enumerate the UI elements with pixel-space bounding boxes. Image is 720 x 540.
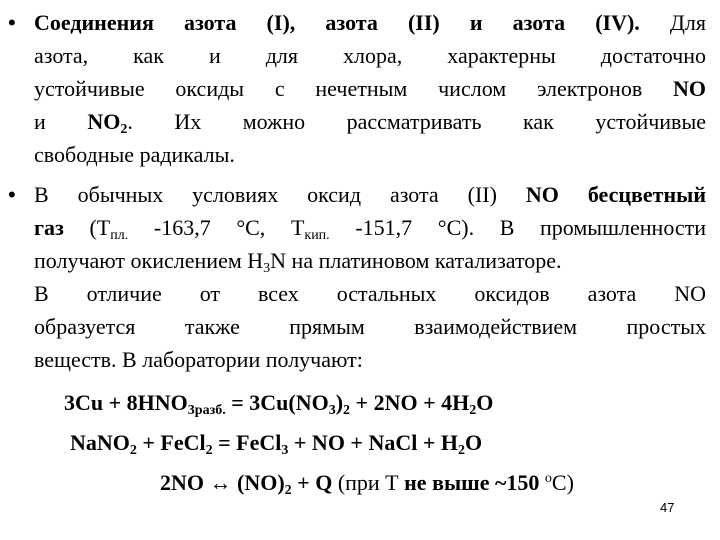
eq2-sub3: 3 bbox=[281, 443, 289, 458]
melting-point-sub: пл. bbox=[110, 228, 129, 243]
degree-sup: о bbox=[544, 471, 552, 486]
bullet1-line4-post: . Их можно рассматривать как устойчивые bbox=[127, 109, 706, 134]
eq3-c: (при Т bbox=[337, 470, 405, 495]
eq1-d: + 2NO + 4H bbox=[350, 390, 470, 415]
eq3-sub1: 2 bbox=[284, 483, 292, 498]
bullet2-line2-a: (Т bbox=[89, 215, 111, 240]
bullet1-title: Соединения азота (I), азота (II) и азота (IV). bbox=[34, 10, 640, 35]
equation-1 bbox=[64, 386, 704, 419]
equation-2 bbox=[70, 426, 710, 459]
bullet2-line4: В отличие от всех остальных оксидов азота NO bbox=[34, 281, 706, 306]
bullet1-line4 bbox=[34, 105, 706, 138]
eq1-sub2: 3 bbox=[328, 403, 336, 418]
bullet1-line1-rest: Для bbox=[669, 10, 707, 35]
eq2-sub4: 2 bbox=[458, 443, 465, 458]
eq1-sub4: 2 bbox=[469, 403, 477, 418]
eq1-sub3: 2 bbox=[343, 403, 351, 418]
eq2-d: + NO + NaCl + H bbox=[288, 430, 458, 455]
eq3-b: + Q bbox=[291, 470, 338, 495]
eq2-e: O bbox=[465, 430, 483, 455]
eq1-e: O bbox=[476, 390, 494, 415]
eq1-sub1: 3разб. bbox=[187, 403, 226, 418]
bullet2-line2-c: -151,7 °С). В промышленности bbox=[355, 215, 707, 240]
eq1-a: 3Cu + 8HNO bbox=[64, 390, 188, 415]
bullet2-line1-text: В обычных условиях оксид азота (II) bbox=[34, 182, 497, 207]
bullet1-line4-pre: и bbox=[34, 109, 46, 134]
bullet1-line5: свободные радикалы. bbox=[34, 142, 235, 167]
bullet2-line2-bold: газ bbox=[34, 215, 64, 240]
bullet2-line3 bbox=[34, 244, 706, 277]
bullet1-line2: азота, как и для хлора, характерны достаточно bbox=[34, 43, 706, 68]
eq1-b: = 3Cu(NO bbox=[225, 390, 329, 415]
eq2-c: = FeCl bbox=[212, 430, 282, 455]
bullet2-line5: образуется также прямым взаимодействием простых bbox=[34, 314, 706, 339]
bullet2-line2-b: -163,7 °С, Т bbox=[153, 215, 305, 240]
bullet2-line6: веществ. В лаборатории получают: bbox=[34, 347, 363, 372]
eq2-b: + FeCl bbox=[136, 430, 206, 455]
eq3-a: 2NO ↔ (NO) bbox=[160, 470, 285, 495]
bullet2-line2 bbox=[34, 211, 706, 244]
page-number: 47 bbox=[660, 500, 675, 515]
eq2-sub1: 2 bbox=[129, 443, 137, 458]
boiling-point-sub: кип. bbox=[304, 228, 330, 243]
bullet2-line3-b: N на платиновом катализаторе. bbox=[270, 248, 562, 273]
formula-no2-sub: 2 bbox=[120, 122, 128, 137]
bullet1-line3 bbox=[34, 72, 706, 105]
bullet2-line3-sub: 3 bbox=[263, 261, 271, 276]
bullet-icon: • bbox=[8, 182, 16, 207]
equation-3 bbox=[160, 466, 700, 499]
eq2-sub2: 2 bbox=[205, 443, 213, 458]
bullet1-line3-text: устойчивые оксиды с нечетным числом электронов bbox=[34, 76, 643, 101]
formula-no2-main: NO bbox=[87, 109, 121, 134]
bullet2-line1-bold: NO бесцветный bbox=[525, 182, 706, 207]
bullet2-line3-a: получают окислением H bbox=[34, 248, 264, 273]
eq1-c: ) bbox=[335, 390, 344, 415]
formula-no: NO bbox=[673, 76, 707, 101]
formula-no2 bbox=[87, 109, 128, 137]
bullet-icon: • bbox=[8, 10, 16, 35]
eq3-d: не выше ~150 bbox=[404, 470, 545, 495]
eq2-a: NaNO bbox=[70, 430, 130, 455]
bullet1-line1 bbox=[34, 6, 706, 39]
bullet2-line1 bbox=[34, 178, 706, 211]
eq3-e: С) bbox=[551, 470, 574, 495]
